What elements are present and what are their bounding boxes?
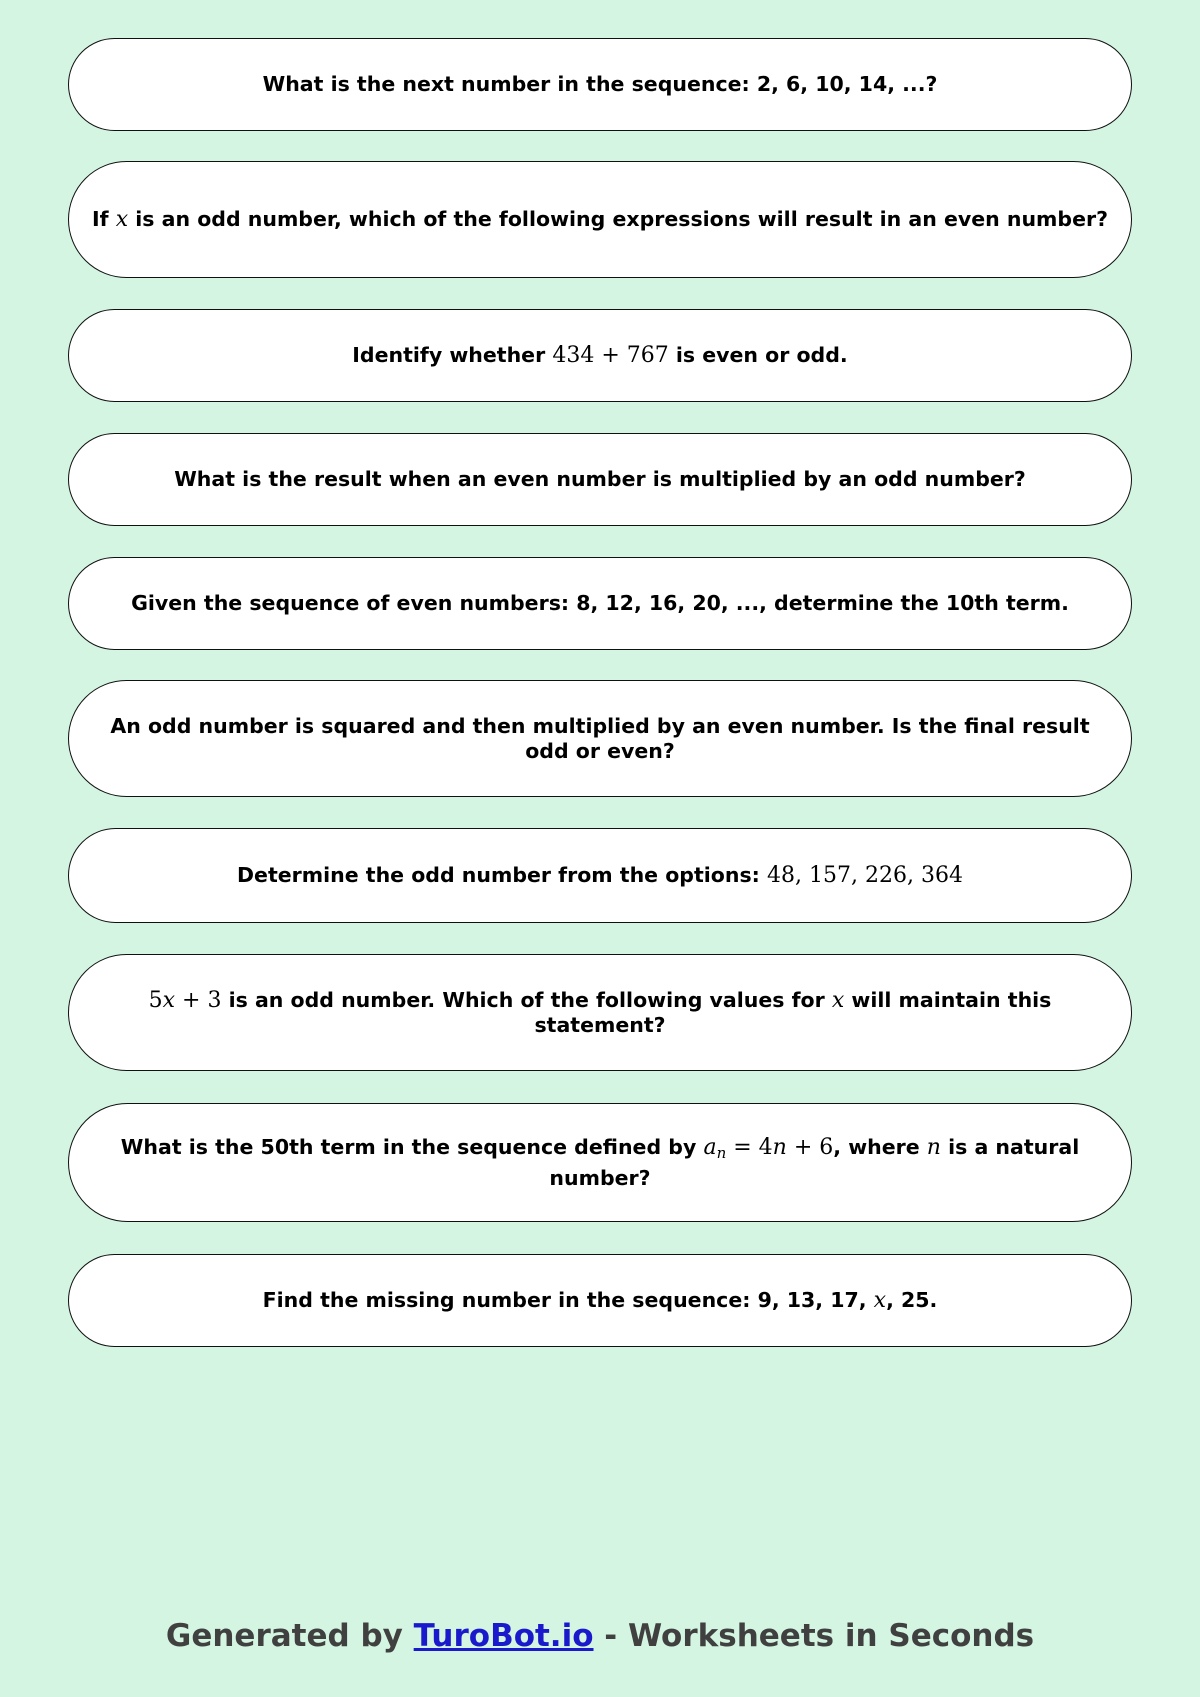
question-card-5: [68, 557, 1132, 650]
question-text: Identify whether 434 + 767 is even or odd.: [352, 343, 848, 368]
footer-suffix: - Worksheets in Seconds: [593, 1618, 1035, 1654]
footer-prefix: Generated by: [165, 1618, 414, 1654]
question-text: If x is an odd number, which of the following expressions will result in an even number?: [92, 207, 1108, 232]
question-card-9: [68, 1103, 1132, 1222]
question-card-3: [68, 309, 1132, 402]
question-text: What is the 50th term in the sequence defined by $a_n = 4n + 6$, where n is a natural number?: [120, 1134, 1080, 1190]
question-card-1: [68, 38, 1132, 131]
question-card-7: [68, 828, 1132, 923]
footer: [0, 1618, 1200, 1654]
question-text: Determine the odd number from the options: 48, 157, 226, 364: [237, 863, 963, 888]
question-text: 5x + 3 is an odd number. Which of the following values for x will maintain this statement?: [148, 987, 1052, 1037]
question-card-6: [68, 680, 1132, 797]
question-card-10: [68, 1254, 1132, 1347]
question-card-2: [68, 161, 1132, 278]
question-text: Find the missing number in the sequence: 9, 13, 17, x, 25.: [262, 1288, 938, 1313]
question-text: What is the next number in the sequence: 2, 6, 10, 14, ...?: [262, 72, 938, 96]
question-card-8: [68, 954, 1132, 1071]
question-text: What is the result when an even number is multiplied by an odd number?: [174, 467, 1026, 491]
question-text: Given the sequence of even numbers: 8, 12, 16, 20, ..., determine the 10th term.: [131, 591, 1069, 615]
question-card-4: [68, 433, 1132, 526]
turobot-link[interactable]: TuroBot.io: [413, 1618, 594, 1654]
question-text: An odd number is squared and then multiplied by an even number. Is the final result odd or even?: [110, 713, 1090, 763]
